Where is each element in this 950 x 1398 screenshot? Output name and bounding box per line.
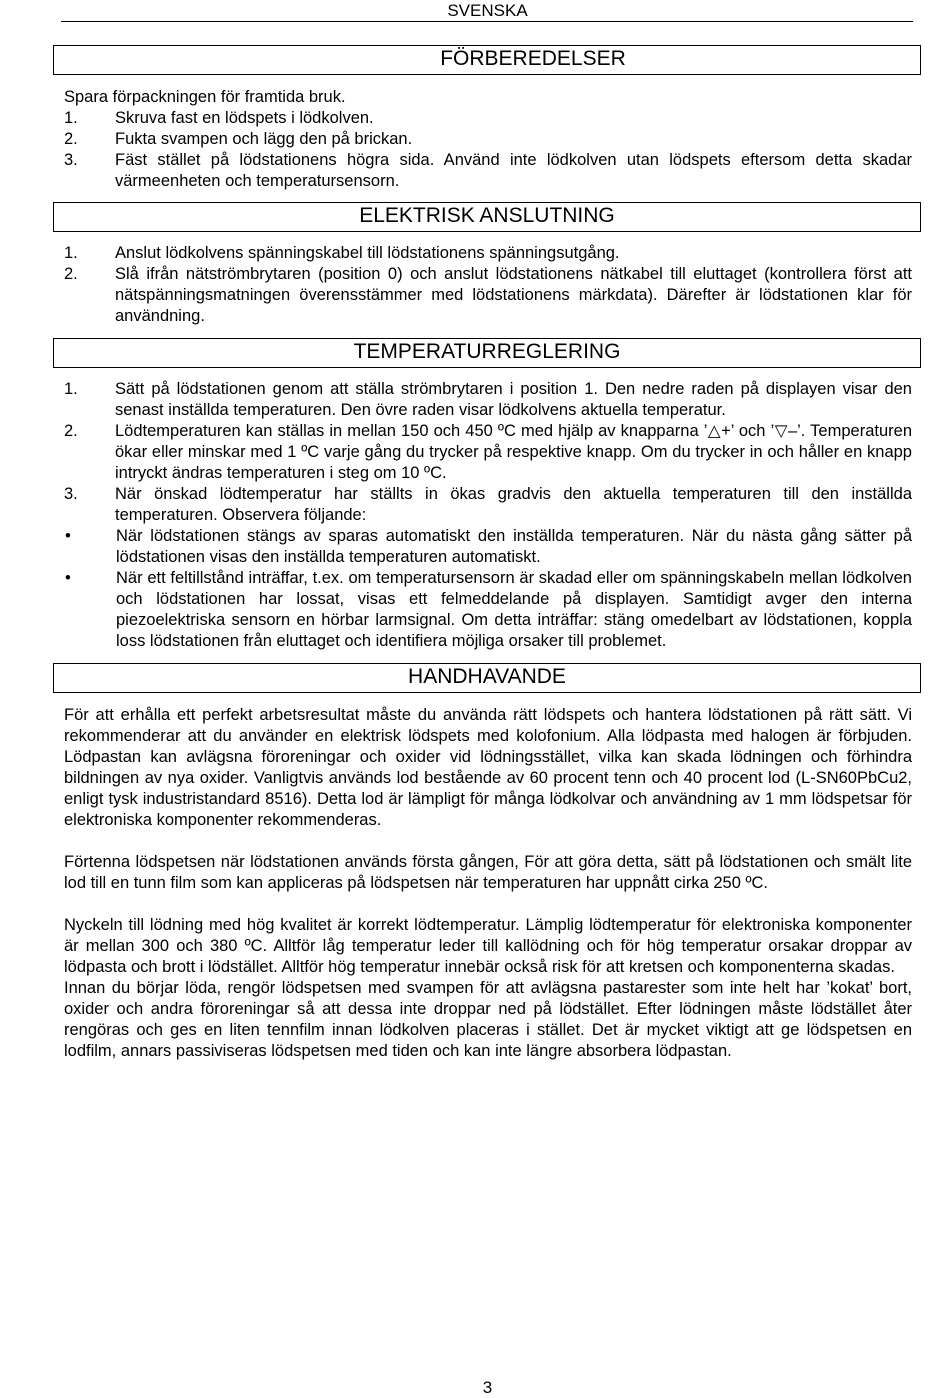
item-number: 2.: [64, 422, 78, 440]
bullet-icon: •: [65, 569, 71, 587]
list-item: [64, 129, 912, 150]
paragraph: Innan du börjar löda, rengör lödspetsen med svampen för att avlägsna pastarester som inte helt har ’kokat’ bort, oxider och andra föroreningar så att dessa inte droppar ned på lödstället. Efter lödningen måste lödstället åter rengöras och ges en liten tennfilm innan lödkolven placeras i stället. Det är mycket viktigt att ge lödspetsen en lodfilm, annars passiviseras lödspetsen med tiden och kan inte längre absorbera lödpastan.: [64, 979, 912, 1060]
bullet-text: När lödstationen stängs av sparas automatiskt den inställda temperaturen. När du nästa gång sätter på lödstationen visas den inställda temperaturen automatiskt.: [116, 527, 912, 566]
item-text: Anslut lödkolvens spänningskabel till lödstationens spänningsutgång.: [115, 244, 620, 262]
paragraph: Förtenna lödspetsen när lödstationen används första gången, För att göra detta, sätt på lödstationen och smält lite lod till en tunn film som kan appliceras på lödspetsen när temperaturen har uppnått cirka 250 ºC.: [64, 853, 912, 892]
bullet-icon: •: [65, 527, 71, 545]
list-item: [64, 264, 912, 327]
section-heading-handhavande: [53, 663, 921, 693]
paragraph: För att erhålla ett perfekt arbetsresultat måste du använda rätt lödspets och hantera lödstationen på rätt sätt. Vi rekommenderar att du använder en elektrisk lödspets med kolofonium. Alla lödpasta med halogen är förbjuden. Lödpastan kan avlägsna föroreningar och oxider vid lödningsstället, vilka kan skada lödningen och förhindra bildningen av nya oxider. Vanligtvis används lod bestående av 60 procent tenn och 40 procent lod (L-SN60PbCu2, enligt tysk industristandard 8516). Detta lod är lämpligt för många lödkolvar och användning av 1 mm lödspetsar för elektroniska komponenter rekommenderas.: [64, 706, 912, 829]
page-number: 3: [482, 1378, 493, 1397]
bullet-item: [64, 568, 912, 652]
section-body-elektrisk: [64, 243, 912, 327]
section-body-forberedelser: [64, 87, 912, 192]
item-number: 1.: [64, 244, 78, 262]
item-text: När önskad lödtemperatur har ställts in ökas gradvis den aktuella temperaturen till den inställda temperaturen. Observera följande:: [115, 485, 912, 524]
section-body-temperatur: [64, 379, 912, 652]
item-number: 3.: [64, 485, 78, 503]
paragraph: Nyckeln till lödning med hög kvalitet är korrekt lödtemperatur. Lämplig lödtemperatur för elektroniska komponenter är mellan 300 och 380 ºC. Alltför låg temperatur leder till kallödning och för hög temperatur orsakar droppar av lödpasta och brott i lödstället. Alltför hög temperatur innebär också risk för att kretsen och komponenterna skadas.: [64, 916, 912, 976]
header-rule: [61, 21, 913, 22]
header-language: SVENSKA: [447, 1, 528, 20]
item-text: Fäst stället på lödstationens högra sida. Använd inte lödkolven utan lödspets eftersom detta skadar värmeenheten och temperatursensorn.: [115, 151, 912, 190]
item-text: Skruva fast en lödspets i lödkolven.: [115, 109, 374, 127]
item-number: 1.: [64, 109, 78, 127]
bullet-item: [64, 526, 912, 568]
list-item: [64, 150, 912, 192]
list-item: [64, 421, 912, 484]
item-text: Slå ifrån nätströmbrytaren (position 0) och anslut lödstationens nätkabel till eluttaget (kontrollera först att nätspänningsmatningen överensstämmer med lödstationens märkdata). Därefter är lödstationen klar för användning.: [115, 265, 912, 325]
paragraph-spacer: [64, 831, 912, 852]
section-heading-elektrisk: [53, 202, 921, 232]
section-title: FÖRBEREDELSER: [440, 47, 626, 70]
paragraph-spacer: [64, 894, 912, 915]
section-title: ELEKTRISK ANSLUTNING: [359, 204, 615, 227]
item-number: 2.: [64, 130, 78, 148]
list-item: [64, 379, 912, 421]
list-item: [64, 108, 912, 129]
section-title: HANDHAVANDE: [408, 665, 566, 688]
list-item: [64, 484, 912, 526]
list-item: [64, 243, 912, 264]
section-title: TEMPERATURREGLERING: [353, 340, 621, 363]
section-heading-temperatur: [53, 338, 921, 368]
section-heading-forberedelser: [53, 45, 921, 75]
section-body-handhavande: [64, 705, 912, 1062]
item-text: Lödtemperaturen kan ställas in mellan 150 och 450 ºC med hjälp av knapparna ’△+’ och ’▽–’. Temperaturen ökar eller minskar med 1 ºC varje gång du trycker på respektive knapp. Om du trycker in och håller en knapp intryckt ändras temperaturen i steg om 10 ºC.: [115, 422, 912, 482]
item-number: 2.: [64, 265, 78, 283]
intro-text: Spara förpackningen för framtida bruk.: [64, 88, 346, 106]
bullet-text: När ett feltillstånd inträffar, t.ex. om temperatursensorn är skadad eller om spänningskabeln mellan lödkolven och lödstationen har lossat, visas ett felmeddelande på displayen. Samtidigt avger den interna piezoelektriska sensorn en hörbar larmsignal. Om detta inträffar: stäng omedelbart av lödstationen, koppla loss lödstationen från eluttaget och identifiera möjliga orsaker till problemet.: [116, 569, 912, 650]
item-number: 1.: [64, 380, 78, 398]
item-text: Fukta svampen och lägg den på brickan.: [115, 130, 413, 148]
item-text: Sätt på lödstationen genom att ställa strömbrytaren i position 1. Den nedre raden på displayen visar den senast inställda temperaturen. Den övre raden visar lödkolvens aktuella temperatur.: [115, 380, 912, 419]
item-number: 3.: [64, 151, 78, 169]
